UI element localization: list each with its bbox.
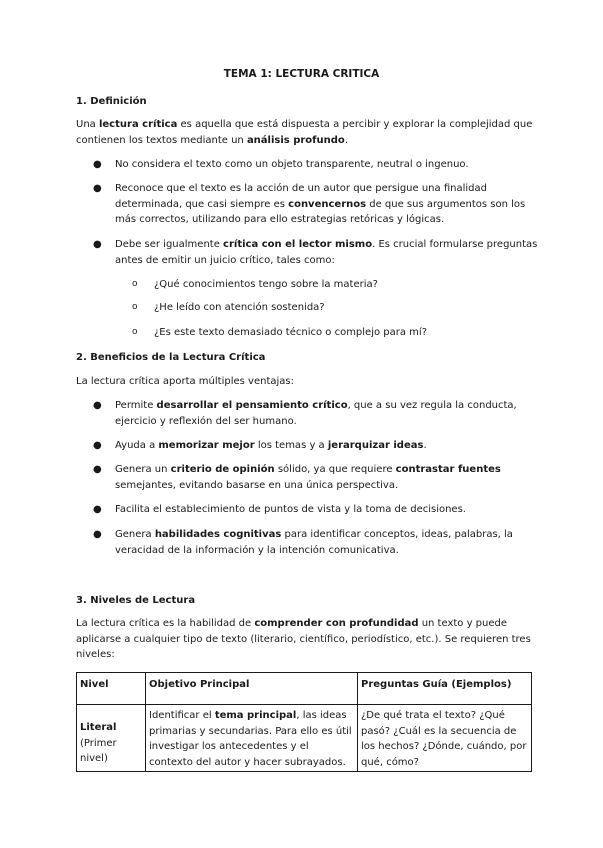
- bullet-icon: ●: [93, 159, 102, 170]
- sub-bullet-icon: o: [132, 279, 138, 289]
- table-header-row: [77, 673, 532, 705]
- table-header-objetivo: Objetivo Principal: [146, 673, 358, 705]
- sub-list-item: o ¿He leído con atención sostenida?: [132, 300, 532, 316]
- table-row: [77, 705, 532, 772]
- table-header-preguntas: Preguntas Guía (Ejemplos): [358, 673, 532, 705]
- list-item: ● No considera el texto como un objeto transparente, neutral o ingenuo.: [93, 157, 538, 173]
- levels-table: [76, 672, 532, 772]
- table-cell-level: [77, 705, 146, 772]
- table-cell-objective: Identificar el tema principal, las ideas primarias y secundarias. Para ello es útil investigar los antecedentes y el contexto del autor y hacer subrayados.: [146, 705, 358, 772]
- section-heading-definicion: 1. Definición: [76, 96, 147, 107]
- bullet-icon: ●: [93, 529, 102, 540]
- document-title: TEMA 1: LECTURA CRITICA: [223, 68, 380, 80]
- bullet-icon: ●: [93, 400, 102, 411]
- list-item: ● Permite desarrollar el pensamiento crítico, que a su vez regula la conducta, ejercicio y reflexión del ser humano.: [93, 400, 517, 427]
- bullet-icon: ●: [93, 183, 102, 194]
- sub-bullet-icon: o: [132, 302, 138, 312]
- table-cell-questions: ¿De qué trata el texto? ¿Qué pasó? ¿Cuál es la secuencia de los hechos? ¿Dónde, cuándo, por qué, cómo?: [358, 705, 532, 772]
- list-item: ● Debe ser igualmente crítica con el lector mismo. Es crucial formularse preguntas antes de emitir un juicio crítico, tales como:: [93, 239, 538, 266]
- level-sub: (Primer nivel): [80, 737, 117, 765]
- definition-paragraph: Una lectura crítica es aquella que está dispuesta a percibir y explorar la complejidad que contienen los textos mediante un análisis profundo.: [76, 119, 533, 146]
- list-item: ● Genera un criterio de opinión sólido, ya que requiere contrastar fuentes semejantes, evitando basarse en una única perspectiva.: [93, 464, 501, 491]
- bullet-icon: ●: [93, 239, 102, 250]
- sub-list-item: o ¿Es este texto demasiado técnico o complejo para mí?: [132, 325, 532, 341]
- section-heading-niveles: 3. Niveles de Lectura: [76, 595, 196, 606]
- bullet-icon: ●: [93, 504, 102, 515]
- benefits-intro: La lectura crítica aporta múltiples ventajas:: [76, 376, 294, 387]
- section-heading-beneficios: 2. Beneficios de la Lectura Crítica: [76, 352, 266, 363]
- level-name: Literal: [80, 722, 117, 733]
- list-item: ● Genera habilidades cognitivas para identificar conceptos, ideas, palabras, la veracidad de la información y la intención comunicativa.: [93, 529, 513, 556]
- bullet-icon: ●: [93, 464, 102, 475]
- list-item: ● Ayuda a memorizar mejor los temas y a jerarquizar ideas.: [93, 438, 538, 454]
- levels-intro: La lectura crítica es la habilidad de comprender con profundidad un texto y puede aplicarse a cualquier tipo de texto (literario, científico, periodístico, etc.). Se requieren tres niveles:: [76, 618, 531, 661]
- list-item: ● Reconoce que el texto es la acción de un autor que persigue una finalidad determinada, que casi siempre es convencernos de que sus argumentos son los más correctos, utilizando para ello estrategias retóricas y lógicas.: [93, 183, 526, 226]
- sub-bullet-icon: o: [132, 327, 138, 337]
- sub-list-item: o ¿Qué conocimientos tengo sobre la materia?: [132, 277, 532, 293]
- list-item: ● Facilita el establecimiento de puntos de vista y la toma de decisiones.: [93, 502, 538, 518]
- table-header-nivel: Nivel: [77, 673, 146, 705]
- bullet-icon: ●: [93, 440, 102, 451]
